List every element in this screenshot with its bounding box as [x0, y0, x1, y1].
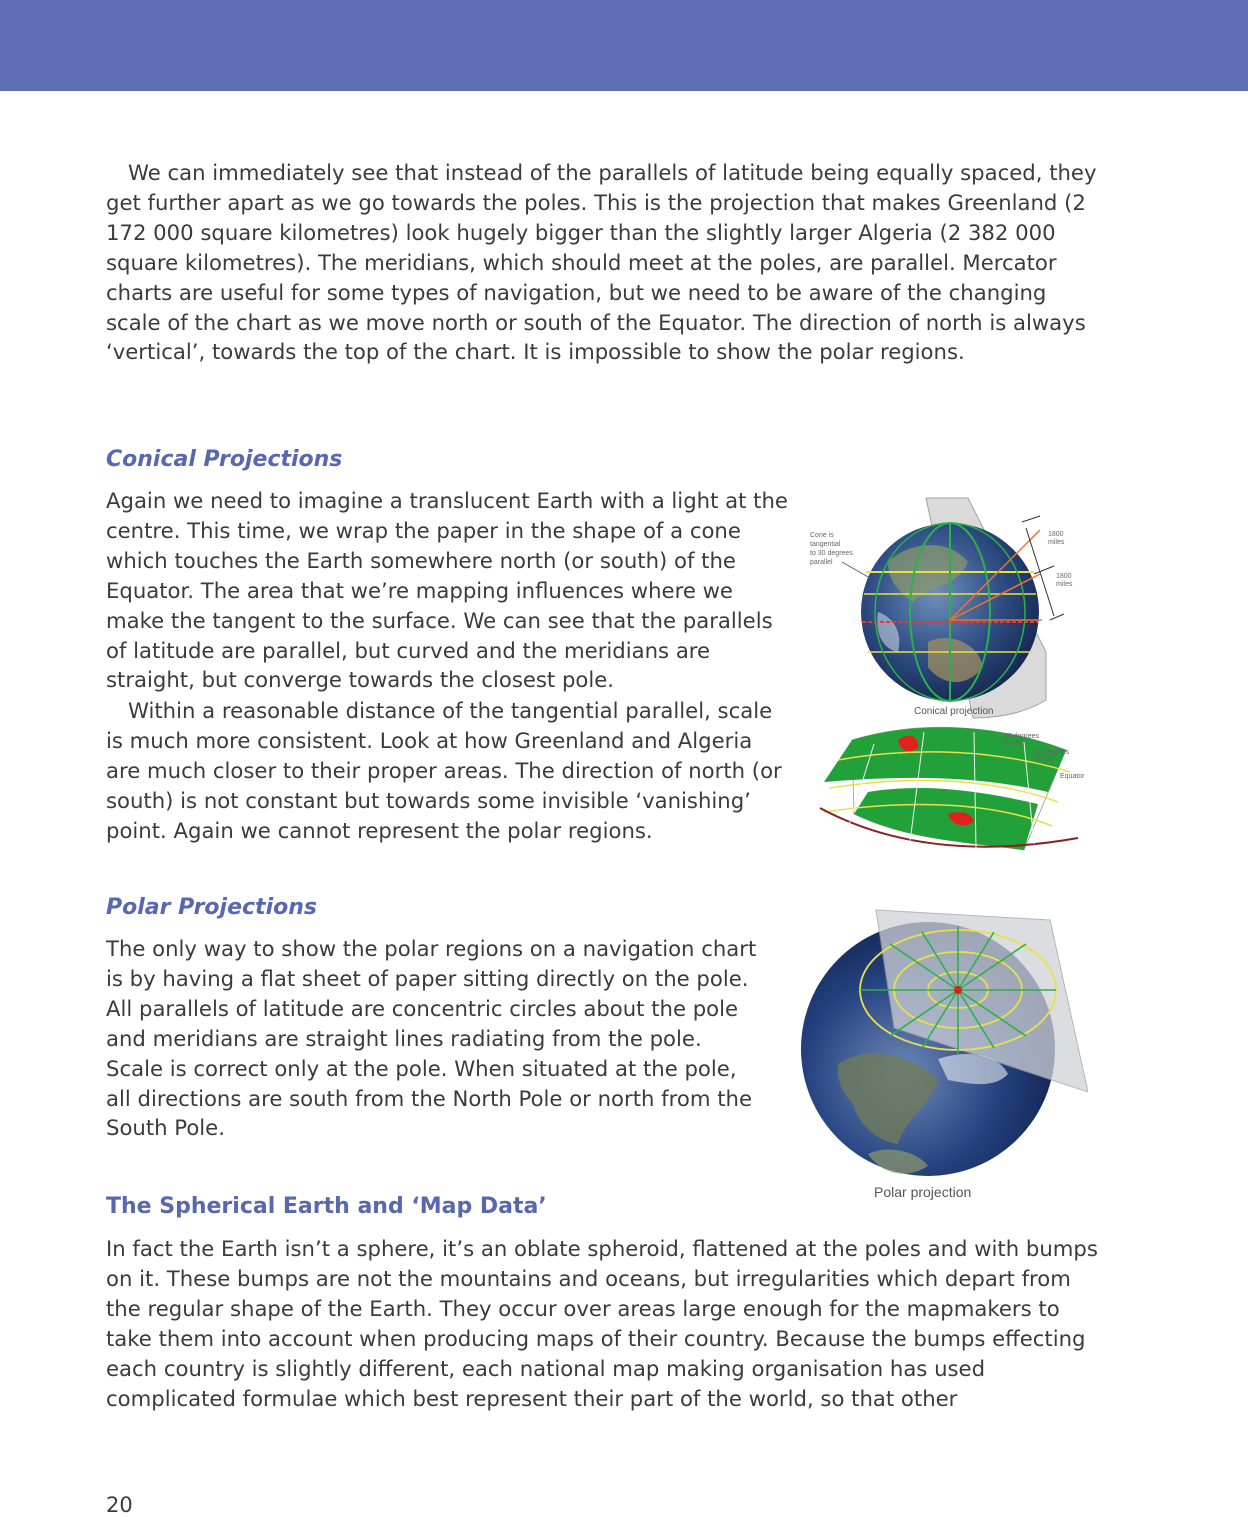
polar-paragraph: The only way to show the polar regions on a navigation chart is by having a flat sheet of paper sitting directly on the pole. All parallels of latitude are concentric circles about the pole and meridians are straight lines radiating from the pole. Scale is correct only at the pole. When situated at the pole, all directions are south from the North Pole or north from the South Pole. — [106, 936, 757, 1141]
page-number: 20 — [106, 1493, 133, 1517]
distance-top-value: 1800 — [1048, 531, 1064, 538]
polar-heading: Polar Projections — [106, 895, 317, 920]
map-label-60-line2: North — [1004, 740, 1022, 747]
spherical-heading: The Spherical Earth and ‘Map Data’ — [106, 1194, 547, 1219]
polar-caption: Polar projection — [874, 1184, 972, 1200]
pole-point — [954, 986, 962, 994]
header-band — [0, 0, 1248, 91]
distance-bottom-unit: miles — [1056, 581, 1073, 588]
cone-label-line1: Cone is — [810, 532, 834, 539]
spherical-paragraph: In fact the Earth isn’t a sphere, it’s an oblate spheroid, flattened at the poles and with bumps on it. These bumps are not the mountains and oceans, but irregularities which depart from the regular shape of the Earth. They occur over areas large enough for the mapmakers to take them into account when producing maps of their country. Because the bumps effecting each country is slightly different, each national map making organisation has used complicated formulae which best represent their part of the world, so that other — [106, 1236, 1098, 1411]
map-label-30-line1: 30 degrees — [1034, 749, 1070, 756]
cone-label-line3: to 30 degrees — [810, 550, 853, 557]
conical-heading: Conical Projections — [106, 447, 343, 472]
map-label-equator: Equator — [1060, 773, 1085, 780]
conical-caption: Conical projection — [914, 706, 994, 717]
cone-label-line4: parallel — [810, 559, 833, 566]
intro-paragraph: We can immediately see that instead of the parallels of latitude being equally spaced, they get further apart as we go towards the poles. This is the projection that makes Greenland (2 172 000 square kilometres) look hugely bigger than the slightly larger Algeria (2 382 000 square kilometres). The meridians, which should meet at the poles, are parallel. Mercator charts are useful for some types of navigation, but we need to be aware of the changing scale of the chart as we move north or south of the Equator. The direction of north is always ‘vertical’, towards the top of the chart. It is impossible to show the polar regions. — [106, 160, 1097, 365]
map-label-60-line1: 60 degrees — [1004, 733, 1040, 740]
conical-paragraph-1: Again we need to imagine a translucent Earth with a light at the centre. This time, we wrap the paper in the shape of a cone which touches the Earth somewhere north (or south) of the Equator. The area that we’re mapping influences where we make the tangent to the surface. We can see that the parallels of latitude are parallel, but curved and the meridians are straight, but converge towards the closest pole. — [106, 488, 788, 693]
map-label-30-line2: North — [1034, 756, 1052, 763]
polar-projection-figure — [798, 904, 1088, 1204]
distance-bottom-value: 1800 — [1056, 573, 1072, 580]
distance-top-unit: miles — [1048, 539, 1065, 546]
conical-projection-figure — [808, 492, 1088, 854]
conical-paragraph-2: Within a reasonable distance of the tangential parallel, scale is much more consistent. Look at how Greenland and Algeria are much closer to their proper areas. The direction of north (or south) is not constant but towards some invisible ‘vanishing’ point. Again we cannot represent the polar regions. — [106, 698, 782, 843]
cone-label-line2: tangential — [810, 541, 841, 548]
